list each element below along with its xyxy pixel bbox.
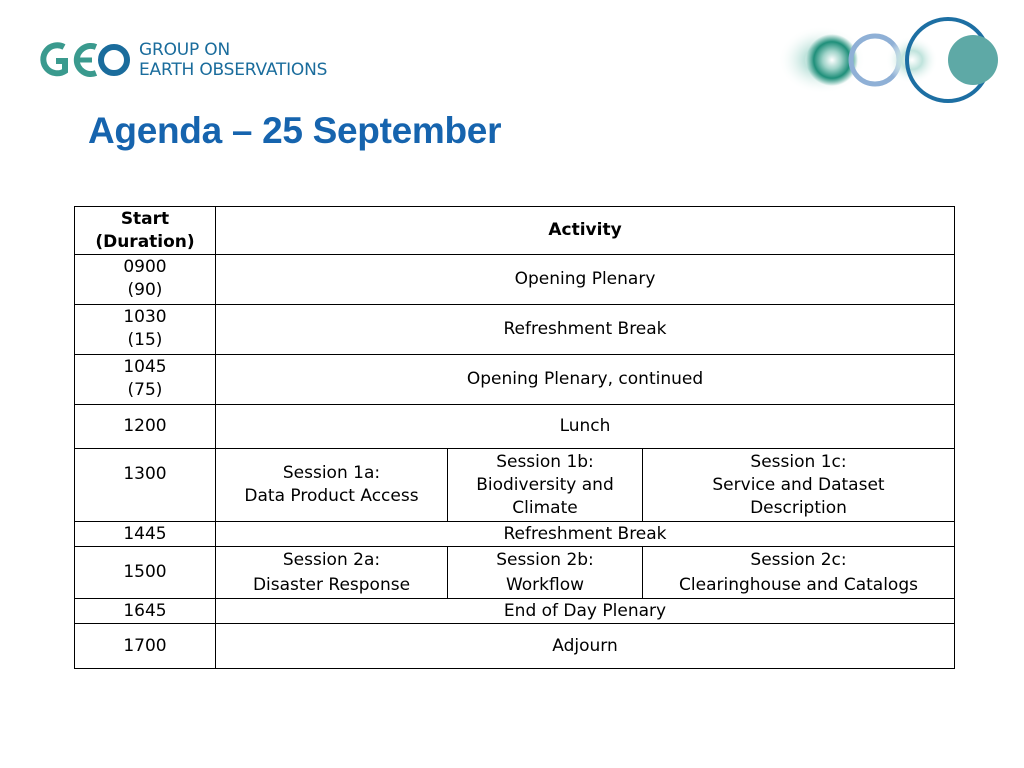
org-name-line-1: GROUP ON [139, 40, 230, 60]
session-2c-cell [643, 547, 955, 599]
session-topic-continued: Description [750, 498, 847, 518]
session-topic: Service and Dataset [712, 475, 885, 495]
start-time: 1045 [123, 357, 167, 377]
table-header-row [75, 207, 955, 255]
column-header-activity: Activity [216, 207, 955, 255]
start-time: 1300 [75, 449, 216, 522]
row-time [75, 355, 216, 405]
session-2b-cell [448, 547, 643, 599]
session-label: Session 1c: [750, 452, 847, 472]
activity-cell: Opening Plenary [216, 255, 955, 305]
session-1a-cell [216, 449, 448, 522]
geo-logo-icon [40, 38, 132, 82]
duration: (15) [127, 330, 163, 350]
table-row [75, 624, 955, 669]
table-row [75, 255, 955, 305]
start-time: 1030 [123, 307, 167, 327]
table-row [75, 599, 955, 624]
table-row [75, 449, 955, 522]
geo-circles-icon [776, 12, 1006, 108]
table-row [75, 405, 955, 449]
table-row [75, 547, 955, 599]
table-row [75, 522, 955, 547]
session-topic: Clearinghouse and Catalogs [679, 574, 918, 595]
session-topic: Workflow [505, 574, 585, 595]
start-time: 1200 [75, 405, 216, 449]
header-start-label: Start [120, 208, 170, 229]
start-time: 1700 [75, 624, 216, 669]
start-time: 1500 [75, 547, 216, 599]
row-time [75, 305, 216, 355]
session-2a-cell [216, 547, 448, 599]
start-time: 1445 [75, 522, 216, 547]
activity-cell: Lunch [216, 405, 955, 449]
table-row [75, 305, 955, 355]
session-label: Session 1b: [496, 452, 594, 472]
session-label: Session 2b: [496, 549, 594, 570]
session-label: Session 2c: [750, 549, 847, 570]
header-duration-label: (Duration) [95, 231, 195, 252]
session-1b-cell [448, 449, 643, 522]
activity-cell: Adjourn [216, 624, 955, 669]
activity-cell: Opening Plenary, continued [216, 355, 955, 405]
row-time [75, 255, 216, 305]
organization-name [139, 40, 327, 80]
table-row [75, 355, 955, 405]
start-time: 1645 [75, 599, 216, 624]
agenda-table [74, 206, 955, 669]
session-topic: Biodiversity and [476, 475, 614, 495]
session-label: Session 2a: [282, 549, 381, 570]
duration: (75) [127, 380, 163, 400]
session-topic: Disaster Response [252, 574, 411, 595]
session-1c-cell [643, 449, 955, 522]
start-time: 0900 [123, 257, 167, 277]
session-label: Session 1a: [282, 463, 381, 483]
activity-cell: Refreshment Break [216, 522, 955, 547]
activity-cell: Refreshment Break [216, 305, 955, 355]
column-header-start [75, 207, 216, 255]
session-topic-continued: Climate [512, 498, 578, 518]
duration: (90) [127, 280, 163, 300]
session-topic: Data Product Access [244, 486, 419, 506]
page-title: Agenda – 25 September [88, 110, 502, 151]
activity-cell: End of Day Plenary [216, 599, 955, 624]
org-name-line-2: EARTH OBSERVATIONS [139, 60, 328, 80]
